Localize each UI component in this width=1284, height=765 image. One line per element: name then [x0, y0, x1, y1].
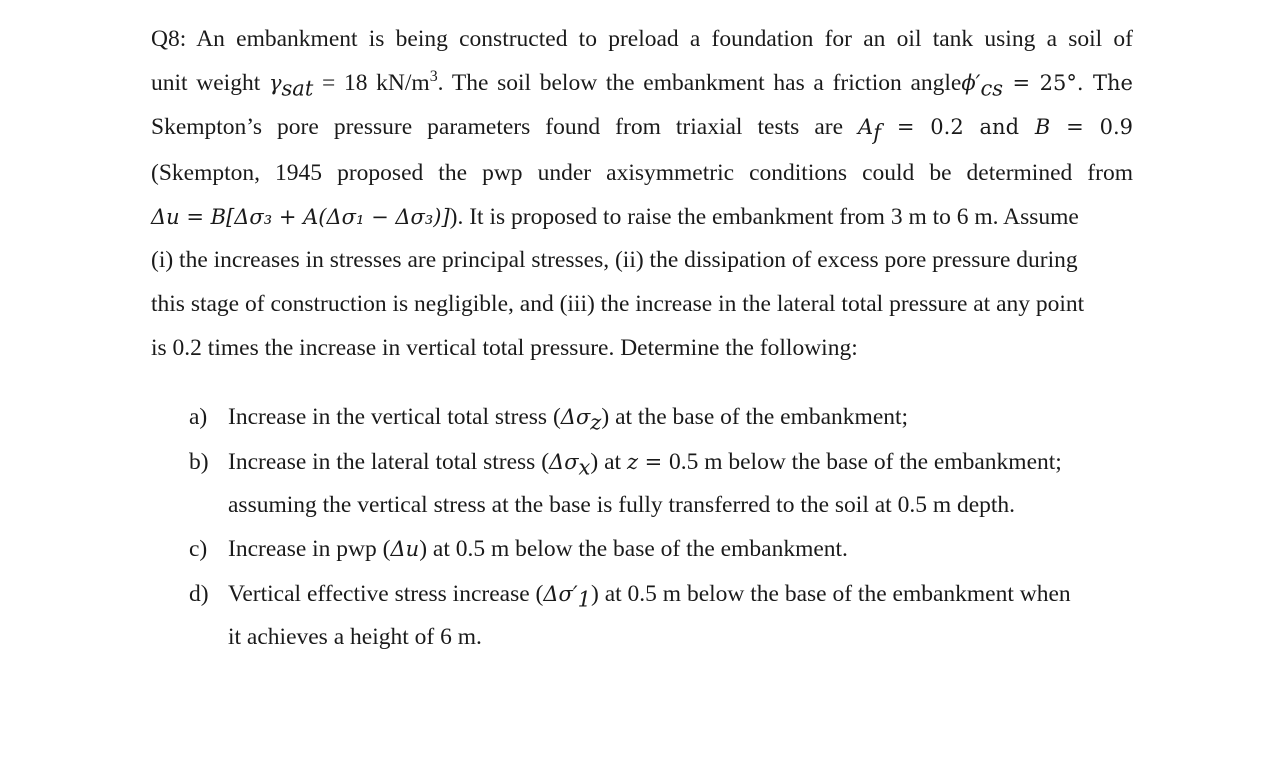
text-span: unit weight — [151, 70, 269, 96]
gamma-subscript: sat — [281, 76, 314, 101]
text-span: = 0.9 — [1050, 115, 1133, 139]
z-equation: z = — [626, 450, 669, 474]
question-line-6: (i) the increases in stresses are principal stresses, (ii) the dissipation of excess pore pressure during — [151, 247, 1078, 273]
text-span: 0.5 m below the base of the embankment; — [668, 449, 1062, 475]
text-span: ). It is proposed to raise the embankment from 3 m to 6 m. Assume — [449, 204, 1079, 230]
symbol-subscript: z — [590, 410, 602, 435]
part-b-continuation: assuming the vertical stress at the base is fully transferred to the soil at 0.5 m depth. — [228, 492, 1016, 518]
question-line-1: Q8: An embankment is being constructed to preload a foundation for an oil tank using a soil of — [151, 26, 1133, 52]
text-span: ) at 0.5 m below the base of the embankment when — [591, 581, 1071, 607]
text-span: Increase in pwp ( — [228, 536, 391, 562]
text-span: ) at the base of the embankment; — [601, 404, 909, 430]
delta-sigma-symbol: Δσ — [549, 450, 579, 474]
a-subscript: f — [873, 120, 881, 145]
question-line-8: is 0.2 times the increase in vertical total pressure. Determine the following: — [151, 335, 858, 361]
a-symbol: A — [858, 115, 874, 139]
part-c — [189, 534, 1133, 564]
symbol-subscript: 1 — [577, 587, 592, 612]
symbol-subscript: x — [578, 455, 591, 480]
delta-sigma-symbol: Δσ — [560, 405, 591, 429]
question-line-7: this stage of construction is negligible, and (iii) the increase in the lateral total pressure at any point — [151, 291, 1085, 317]
question-line-5 — [151, 202, 1133, 232]
text-span: = 0.2 and — [881, 115, 1035, 139]
question-line-4: (Skempton, 1945 proposed the pwp under axisymmetric conditions could be determined from — [151, 160, 1133, 186]
text-span: Increase in the lateral total stress ( — [228, 449, 550, 475]
text-span: = 25°. The — [1003, 71, 1133, 95]
phi-symbol: ϕ′ — [961, 71, 981, 95]
gamma-symbol: γ — [268, 71, 282, 95]
b-symbol: B — [1034, 115, 1051, 139]
part-marker: d) — [189, 581, 209, 607]
text-span: Skempton’s pore pressure parameters found from triaxial tests are — [151, 114, 859, 140]
cube-superscript: 3 — [429, 68, 438, 86]
part-d-continuation: it achieves a height of 6 m. — [228, 624, 482, 650]
text-span: ) at — [590, 449, 627, 475]
text-span: Vertical effective stress increase ( — [228, 581, 544, 607]
part-marker: a) — [189, 404, 208, 430]
part-marker: b) — [189, 449, 209, 475]
part-d — [189, 579, 1133, 612]
part-b — [189, 447, 1133, 480]
text-span: ) at 0.5 m below the base of the embankment. — [419, 536, 848, 562]
question-line-3 — [151, 112, 1133, 145]
skempton-equation: Δu = B[Δσ₃ + A(Δσ₁ − Δσ₃)] — [151, 205, 450, 229]
part-a — [189, 402, 1133, 435]
part-marker: c) — [189, 536, 208, 562]
text-span: . The soil below the embankment has a friction angle — [437, 70, 962, 96]
text-span: Increase in the vertical total stress ( — [228, 404, 561, 430]
text-span: = 18 kN/m — [313, 70, 430, 96]
phi-subscript: cs — [980, 76, 1003, 101]
delta-sigma-prime-symbol: Δσ′ — [543, 582, 578, 606]
question-line-2 — [151, 68, 1133, 101]
delta-u-symbol: Δu — [390, 537, 420, 561]
